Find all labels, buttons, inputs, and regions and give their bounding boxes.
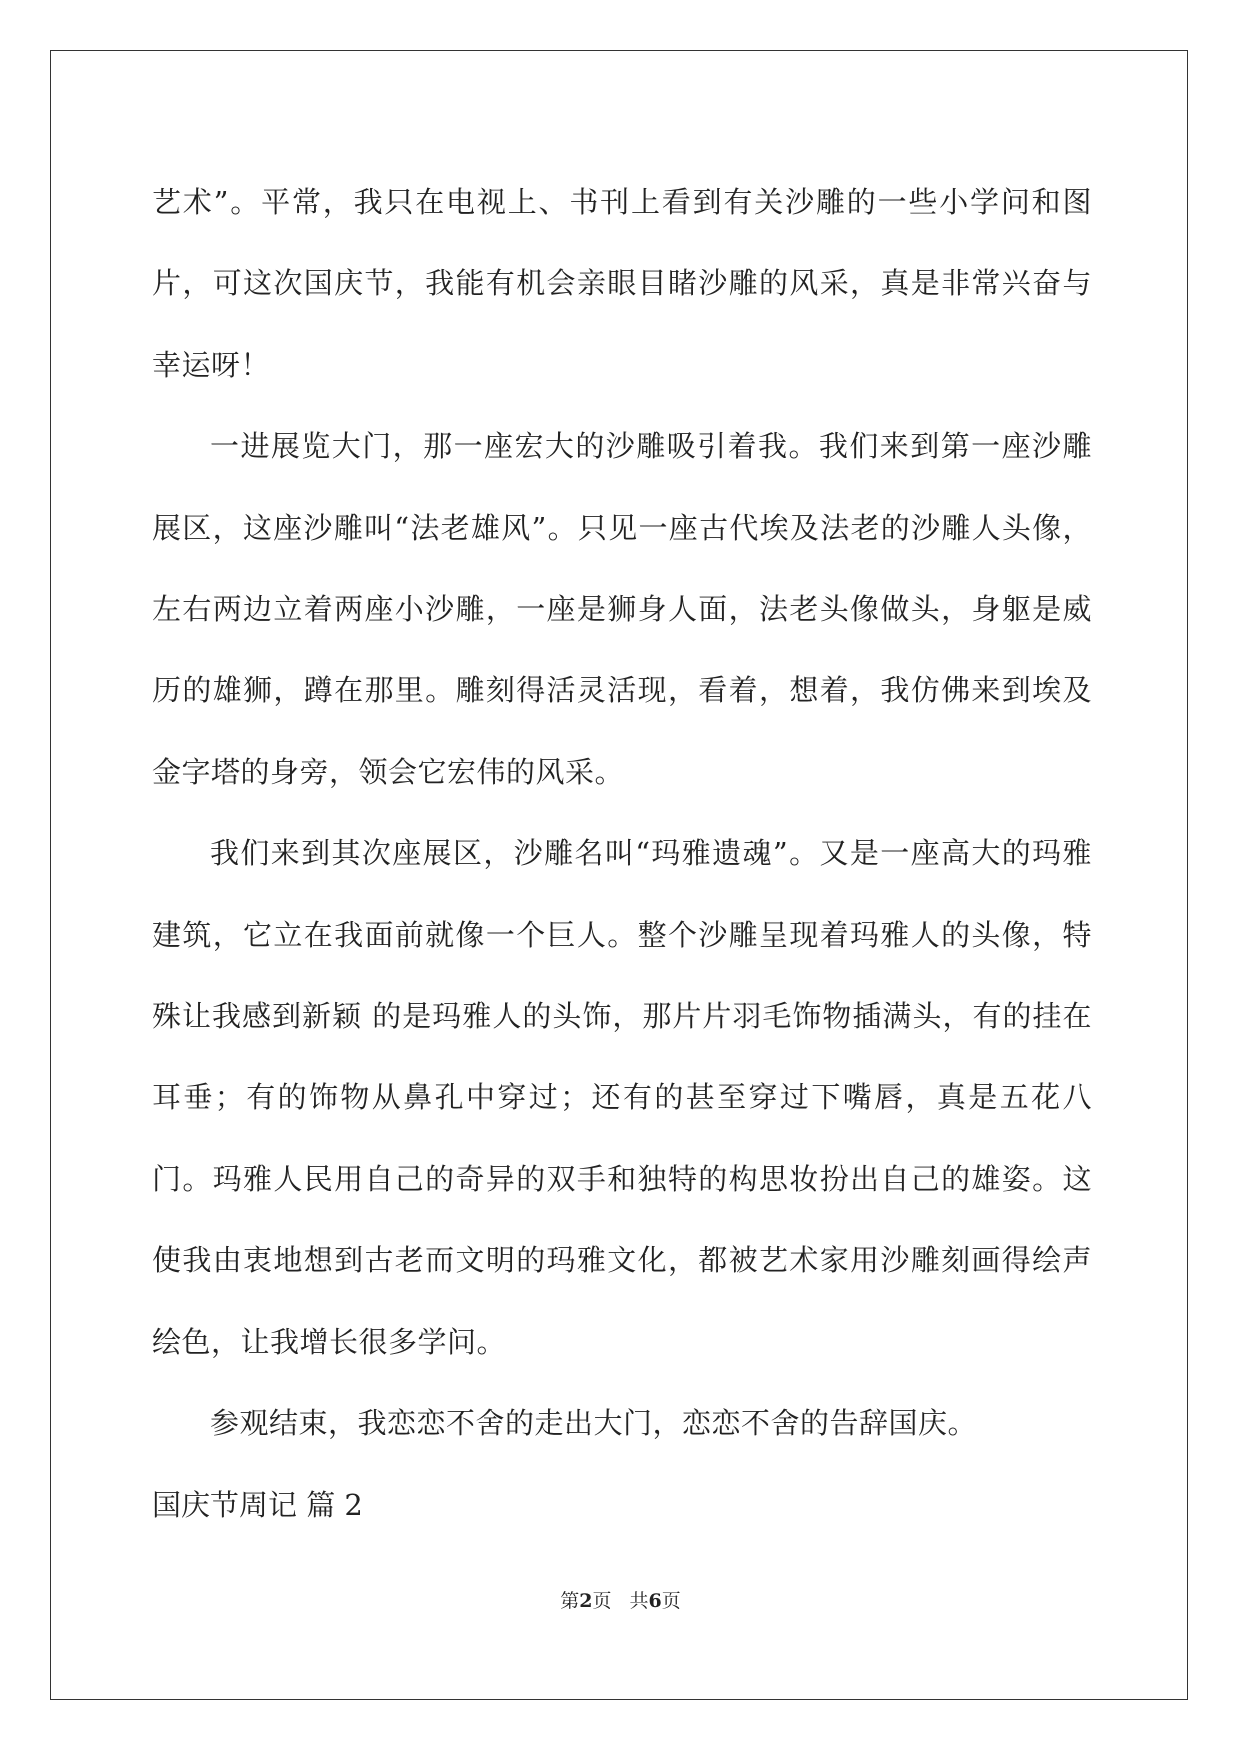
document-body [152,162,1092,1546]
page-prefix: 第 [560,1590,580,1612]
paragraph-3: 我们来到其次座展区，沙雕名叫“玛雅遗魂”。又是一座高大的玛雅建筑，它立在我面前就像一个巨人。整个沙雕呈现着玛雅人的头像，特殊让我感到新颖 的是玛雅人的头饰，那片片羽毛饰物插满头，有的挂在耳垂；有的饰物从鼻孔中穿过；还有的甚至穿过下嘴唇，真是五花八门。玛雅人民用自己的奇异的双手和独特的构思妆扮出自己的雄姿。这使我由衷地想到古老而文明的玛雅文化，都被艺术家用沙雕刻画得绘声绘色，让我增长很多学问。 [152,836,1092,1359]
total-pages: 6 [648,1590,662,1612]
page-footer [0,1586,1241,1613]
paragraph-4: 参观结束，我恋恋不舍的走出大门，恋恋不舍的告辞国庆。 [210,1406,978,1441]
section-heading: 国庆节周记 篇 2 [152,1487,363,1522]
total-suffix: 页 [661,1590,681,1612]
total-prefix: 共 [629,1590,649,1612]
page-number: 2 [579,1590,593,1612]
paragraph-2: 一进展览大门，那一座宏大的沙雕吸引着我。我们来到第一座沙雕展区，这座沙雕叫“法老雄风”。只见一座古代埃及法老的沙雕人头像，左右两边立着两座小沙雕，一座是狮身人面，法老头像做头，身躯是威历的雄狮，蹲在那里。雕刻得活灵活现，看着，想着，我仿佛来到埃及金字塔的身旁，领会它宏伟的风采。 [152,429,1092,789]
paragraph-1: 艺术”。平常，我只在电视上、书刊上看到有关沙雕的一些小学问和图片，可这次国庆节，我能有机会亲眼目睹沙雕的风采，真是非常兴奋与幸运呀！ [152,185,1092,382]
page-suffix: 页 [592,1590,612,1612]
